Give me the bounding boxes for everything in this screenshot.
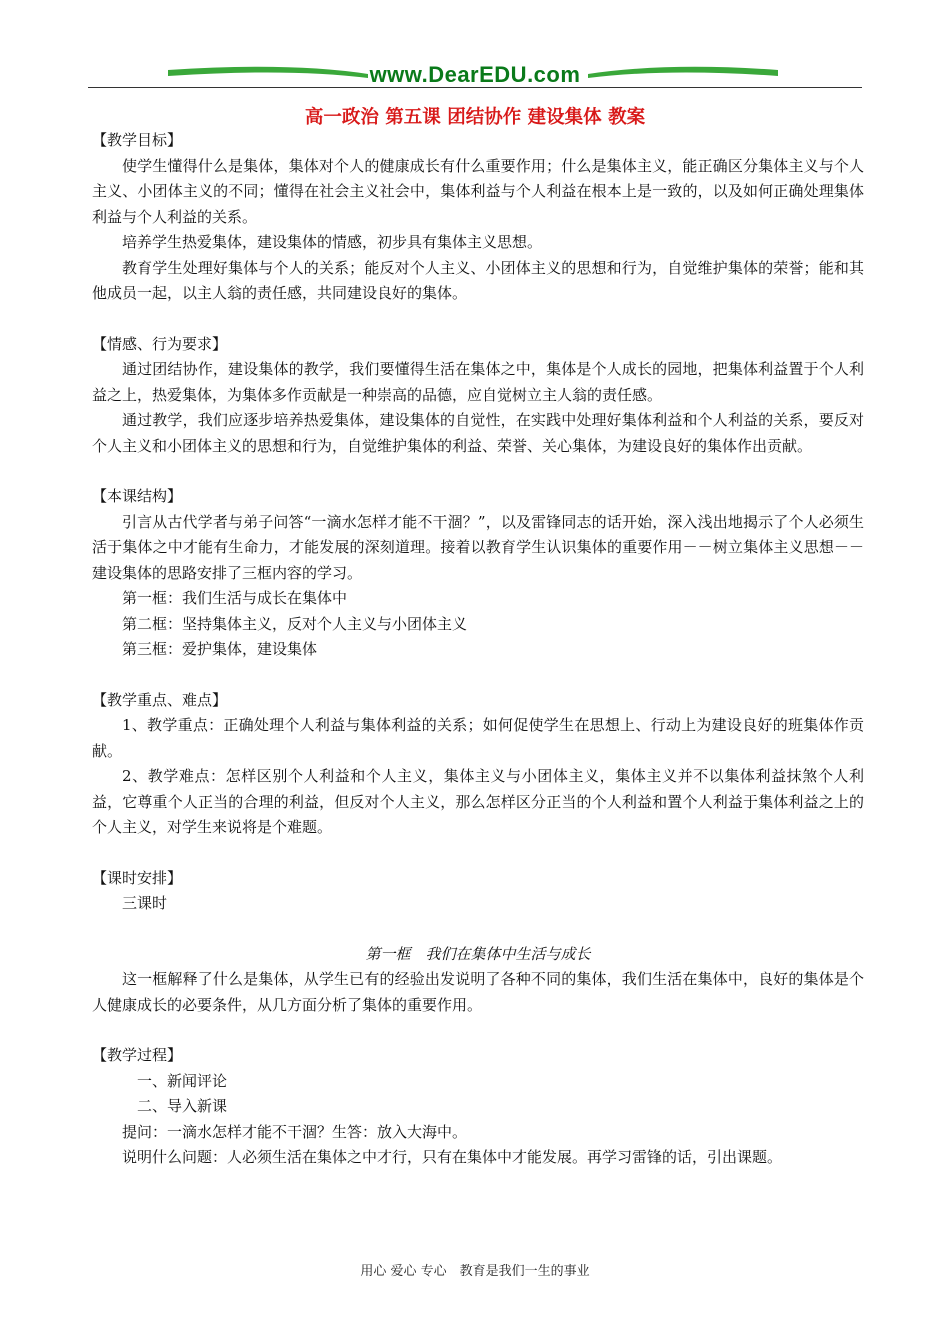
paragraph: 1、教学重点：正确处理个人利益与集体利益的关系；如何促使学生在思想上、行动上为建设良好的班集体作贡献。 — [92, 716, 864, 760]
section-heading-keypoints: 【教学重点、难点】 — [92, 690, 228, 709]
site-logo-text[interactable]: www.DearEDU.com — [369, 62, 581, 87]
frame-item: 第三框：爱护集体，建设集体 — [122, 640, 318, 658]
section-heading-structure: 【本课结构】 — [92, 487, 183, 505]
process-item: 二、导入新课 — [137, 1097, 228, 1115]
frame-item: 第一框：我们生活与成长在集体中 — [122, 589, 348, 607]
document-body — [92, 128, 864, 1171]
section-heading-schedule: 【课时安排】 — [92, 868, 183, 887]
paragraph: 通过团结协作，建设集体的教学，我们要懂得生活在集体之中，集体是个人成长的园地，把集体利益置于个人利益之上，热爱集体，为集体多作贡献是一种崇高的品德，应自觉树立主人翁的责任感。 — [92, 360, 864, 404]
frame-item: 第二框：坚持集体主义，反对个人主义与小团体主义 — [122, 614, 468, 633]
section-heading-goals: 【教学目标】 — [92, 131, 183, 149]
section-heading-process: 【教学过程】 — [92, 1046, 183, 1064]
paragraph: 培养学生热爱集体，建设集体的情感，初步具有集体主义思想。 — [122, 233, 543, 251]
frame-subtitle: 第一框 我们在集体中生活与成长 — [365, 944, 591, 963]
header-rule — [88, 87, 862, 88]
paragraph: 教育学生处理好集体与个人的关系；能反对个人主义、小团体主义的思想和行为，自觉维护集体的荣誉；能和其他成员一起，以主人翁的责任感，共同建设良好的集体。 — [92, 258, 864, 302]
paragraph: 引言从古代学者与弟子问答“一滴水怎样才能不干涸？”，以及雷锋同志的话开始，深入浅出地揭示了个人必须生活于集体之中才能有生命力，才能发展的深刻道理。接着以教育学生认识集体的重要作用－－树立集体主义思想－－建设集体的思路安排了三框内容的学习。 — [92, 512, 864, 582]
process-item: 一、新闻评论 — [137, 1071, 228, 1090]
section-heading-emotion: 【情感、行为要求】 — [92, 334, 228, 353]
document-title: 高一政治 第五课 团结协作 建设集体 教案 — [304, 107, 646, 128]
paragraph: 三课时 — [122, 894, 168, 912]
site-banner — [88, 60, 862, 92]
process-line: 说明什么问题：人必须生活在集体之中才行，只有在集体中才能发展。再学习雷锋的话，引出课题。 — [122, 1148, 783, 1166]
paragraph: 2、教学难点：怎样区别个人利益和个人主义，集体主义与小团体主义，集体主义并不以集体利益抹煞个人利益，它尊重个人正当的合理的利益，但反对个人主义，那么怎样区分正当的个人利益和置个人利益于集体利益之上的个人主义，对学生来说将是个难题。 — [92, 767, 864, 836]
process-line: 提问：一滴水怎样才能不干涸？生答：放入大海中。 — [122, 1122, 468, 1141]
page-footer: 用心 爱心 专心 教育是我们一生的事业 — [360, 1264, 590, 1279]
paragraph: 通过教学，我们应逐步培养热爱集体，建设集体的自觉性，在实践中处理好集体利益和个人利益的关系，要反对个人主义和小团体主义的思想和行为，自觉维护集体的利益、荣誉、关心集体，为建设良好的集体作出贡献。 — [92, 411, 864, 455]
paragraph: 这一框解释了什么是集体，从学生已有的经验出发说明了各种不同的集体，我们生活在集体中，良好的集体是个人健康成长的必要条件，从几方面分析了集体的重要作用。 — [92, 970, 864, 1014]
paragraph: 使学生懂得什么是集体，集体对个人的健康成长有什么重要作用；什么是集体主义，能正确区分集体主义与个人主义、小团体主义的不同；懂得在社会主义社会中，集体利益与个人利益在根本上是一致的，以及如何正确处理集体利益与个人利益的关系。 — [92, 156, 864, 226]
